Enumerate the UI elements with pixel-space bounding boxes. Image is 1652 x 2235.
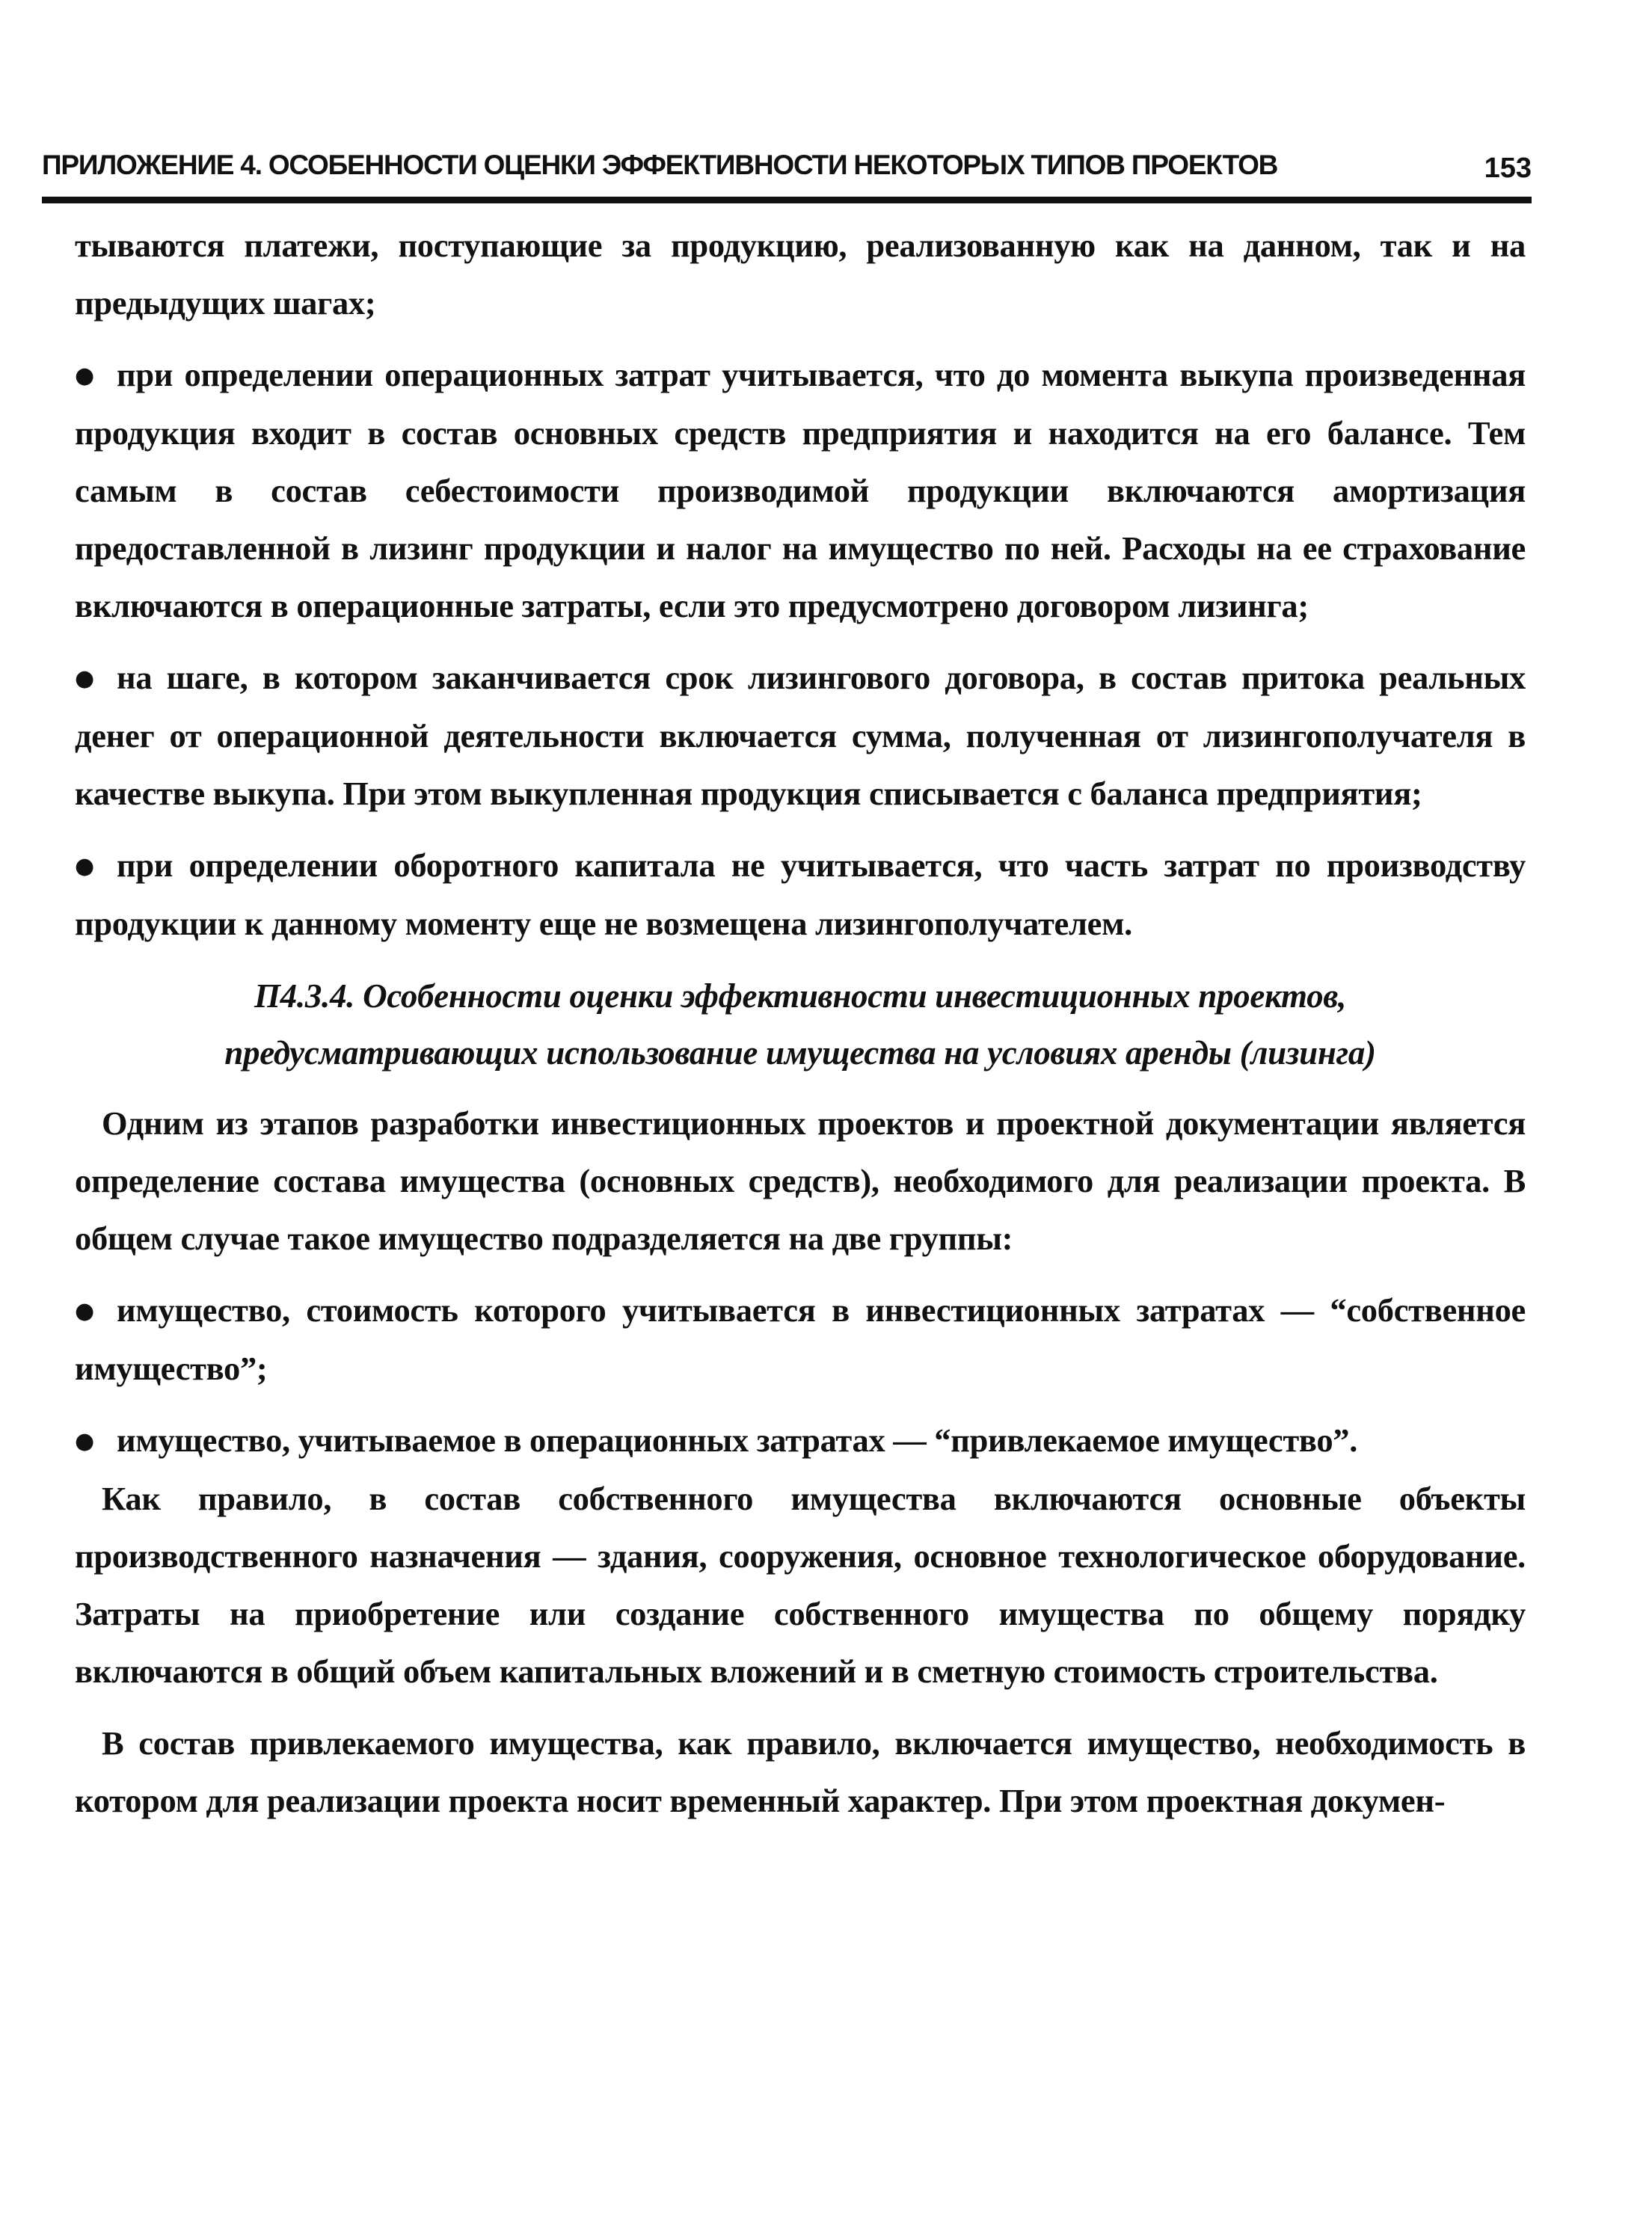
paragraph-attracted-property: В состав привлекаемого имущества, как правило, включается имущество, необходимость в котором для реализации проекта носит временный характер. При этом проектная докумен- [75, 1724, 1526, 1819]
bullet-dot-icon: ● [75, 363, 94, 389]
section-heading-line-1: П4.3.4. Особенности оценки эффективности инвестиционных проектов, [254, 977, 1347, 1015]
bullet-text: имущество, учитываемое в операционных затратах — “привлекаемое имущество”. [117, 1421, 1358, 1459]
page-body [75, 217, 1526, 1830]
bullet-dot-icon: ● [75, 1298, 94, 1324]
bullet-dot-icon: ● [75, 853, 94, 879]
running-head [42, 141, 1532, 193]
header-rule [42, 197, 1532, 203]
bullet-item-attracted-property [75, 1412, 1526, 1470]
bullet-item-own-property [75, 1282, 1526, 1398]
bullet-text: имущество, стоимость которого учитывается в инвестиционных затратах — “собственное имущество”; [75, 1291, 1526, 1387]
section-heading [75, 968, 1526, 1081]
page-number: 153 [1484, 153, 1532, 184]
section-heading-line-2: предусматривающих использование имущества на условиях аренды (лизинга) [224, 1034, 1376, 1072]
bullet-text: на шаге, в котором заканчивается срок лизингового договора, в состав притока реальных денег от операционной деятельности включается сумма, полученная от лизингополучателя в качестве выкупа. При этом выкупленная продукция списывается с баланса предприятия; [75, 659, 1526, 812]
bullet-text: при определении оборотного капитала не учитывается, что часть затрат по производству продукции к данному моменту еще не возмещена лизингополучателем. [75, 846, 1526, 942]
bullet-item-lease-end [75, 649, 1526, 823]
running-title: ПРИЛОЖЕНИЕ 4. ОСОБЕННОСТИ ОЦЕНКИ ЭФФЕКТИВНОСТИ НЕКОТОРЫХ ТИПОВ ПРОЕКТОВ [42, 150, 1278, 180]
bullet-item-working-capital [75, 837, 1526, 953]
paragraph-intro: Одним из этапов разработки инвестиционных проектов и проектной документации является определение состава имущества (основных средств), необходимого для реализации проекта. В общем случае такое имущество подразделяется на две группы: [75, 1104, 1526, 1257]
bullet-dot-icon: ● [75, 1428, 94, 1454]
bullet-text: при определении операционных затрат учитывается, что до момента выкупа произведенная продукция входит в состав основных средств предприятия и находится на его балансе. Тем самым в состав себестоимости производимой продукции включаются амортизация предоставленной в лизинг продукции и налог на имущество по ней. Расходы на ее страхование включаются в операционные затраты, если это предусмотрено договором лизинга; [75, 356, 1526, 624]
bullet-item-operating-costs [75, 346, 1526, 635]
bullet-dot-icon: ● [75, 665, 94, 692]
paragraph-own-property: Как правило, в состав собственного имущества включаются основные объекты производственного назначения — здания, сооружения, основное технологическое оборудование. Затраты на приобретение или создание собственного имущества по общему порядку включаются в общий объем капитальных вложений и в сметную стоимость строительства. [75, 1480, 1526, 1690]
paragraph-continued: тываются платежи, поступающие за продукцию, реализованную как на данном, так и на предыдущих шагах; [75, 227, 1526, 322]
